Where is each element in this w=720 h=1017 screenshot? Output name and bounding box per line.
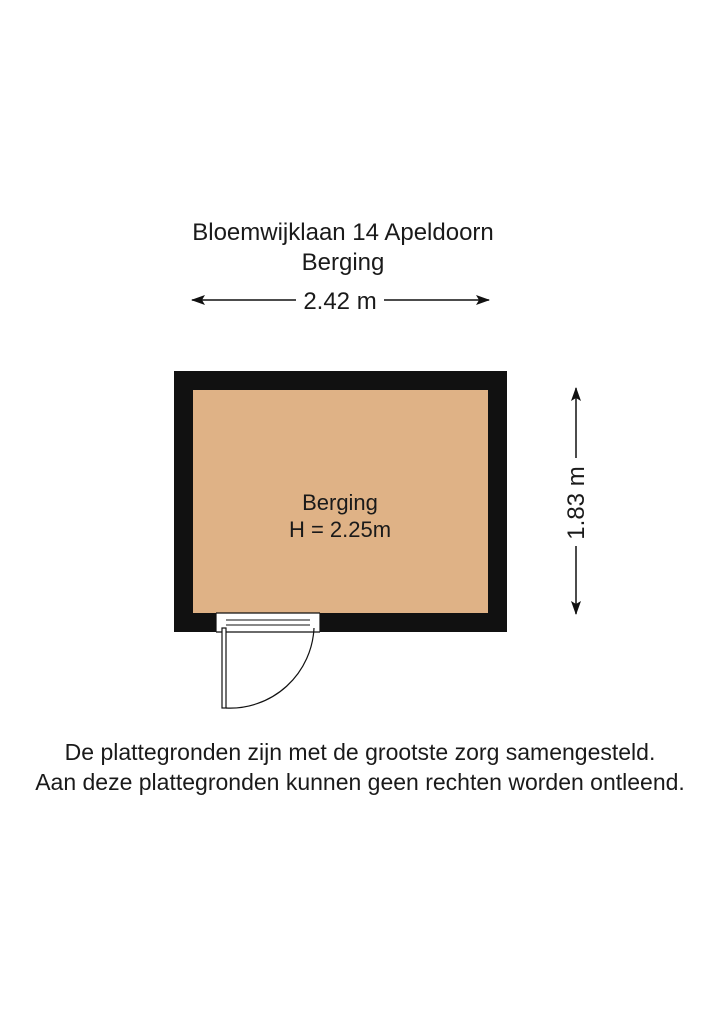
disclaimer — [0, 737, 720, 797]
room-berging — [174, 371, 507, 708]
depth-label: 1.83 m — [563, 466, 590, 540]
room-height: H = 2.25m — [288, 517, 392, 542]
depth-dimension — [563, 388, 590, 614]
disclaimer-line-2: Aan deze plattegronden kunnen geen rechten worden ontleend. — [35, 769, 685, 795]
door-opening — [216, 613, 320, 632]
room-name: Berging — [302, 490, 378, 515]
address-label: Bloemwijklaan 14 Apeldoorn — [192, 219, 494, 246]
door-leaf — [222, 628, 226, 708]
width-label: 2.42 m — [303, 288, 377, 315]
disclaimer-line-1: De plattegronden zijn met de grootste zorg samengesteld. — [64, 739, 656, 765]
door-swing-arc — [226, 628, 314, 708]
floor-label: Berging — [301, 249, 385, 276]
width-dimension — [192, 288, 489, 315]
